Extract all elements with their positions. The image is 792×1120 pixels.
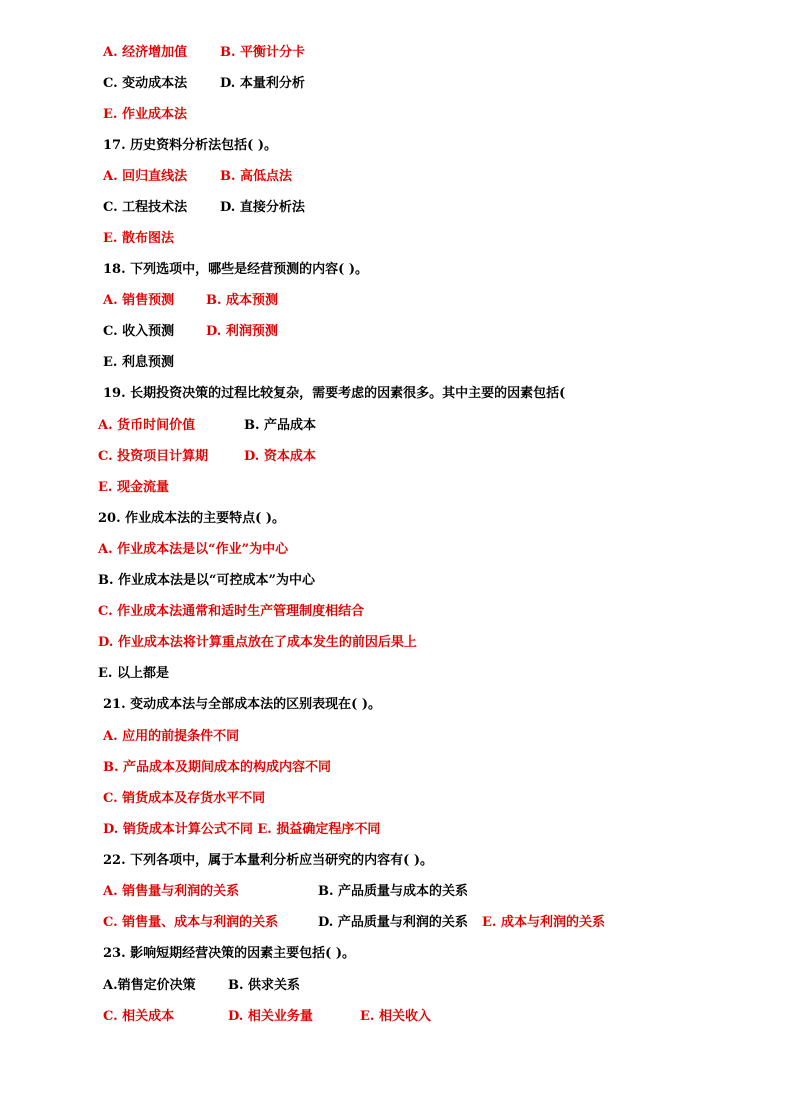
answer-option-text: B. 产品成本及期间成本的构成内容不同 [103,760,332,775]
text-line [0,416,792,436]
text-line [0,540,792,560]
answer-option-text: D. 作业成本法将计算重点放在了成本发生的前因后果上 [98,635,417,650]
answer-option-text: E. 相关收入 [360,1009,431,1024]
text-line [0,695,792,715]
text-line [0,664,792,684]
answer-option-text: B. 平衡计分卡 [220,45,306,60]
answer-option-text: E. 作业成本法 [103,107,187,122]
answer-option-text: D. 销货成本计算公式不同 E. 损益确定程序不同 [103,822,381,837]
question-text: 19. 长期投资决策的过程比较复杂，需要考虑的因素很多。其中主要的因素包括( [103,386,566,401]
text-line [0,851,792,871]
answer-option-text: A. 回归直线法 [103,169,188,184]
text-line [0,913,792,933]
answer-option-text: B. 高低点法 [220,169,293,184]
text-line [0,976,792,996]
answer-option-text: B. 成本预测 [206,293,279,308]
text-line [0,571,792,591]
text-line [0,509,792,529]
text-line [0,633,792,653]
answer-option-text: A. 货币时间价值 [98,418,196,433]
question-text: D. 产品质量与利润的关系 [318,915,468,930]
answer-option-text: E. 现金流量 [98,480,169,495]
text-line [0,758,792,778]
answer-option-text: C. 销货成本及存货水平不同 [103,791,266,806]
answer-option-text: D. 资本成本 [244,449,316,464]
text-line [0,198,792,218]
answer-option-text: D. 利润预测 [206,324,278,339]
answer-option-text: E. 散布图法 [103,231,174,246]
text-line [0,447,792,467]
answer-option-text: A. 销售量与利润的关系 [103,884,240,899]
answer-option-text: C. 销售量、成本与利润的关系 [103,915,279,930]
text-line [0,789,792,809]
text-line [0,105,792,125]
question-text: B. 供求关系 [228,978,301,993]
text-line [0,322,792,342]
answer-option-text: E. 成本与利润的关系 [482,915,605,930]
question-text: C. 收入预测 [103,324,175,339]
text-line [0,478,792,498]
question-text: E. 以上都是 [98,666,169,681]
question-text: B. 产品质量与成本的关系 [318,884,469,899]
text-line [0,882,792,902]
question-text: 20. 作业成本法的主要特点( )。 [98,511,285,526]
text-line [0,820,792,840]
answer-option-text: C. 作业成本法通常和适时生产管理制度相结合 [98,604,365,619]
answer-option-text: C. 投资项目计算期 [98,449,209,464]
text-line [0,291,792,311]
text-line [0,353,792,373]
question-text: A.销售定价决策 [103,978,196,993]
question-text: 17. 历史资料分析法包括( )。 [103,138,277,153]
question-text: 21. 变动成本法与全部成本法的区别表现在( )。 [103,697,381,712]
text-line [0,1007,792,1027]
answer-option-text: A. 经济增加值 [103,45,188,60]
answer-option-text: A. 作业成本法是以“作业”为中心 [98,542,289,557]
answer-option-text: D. 相关业务量 [228,1009,313,1024]
question-text: 22. 下列各项中，属于本量利分析应当研究的内容有( )。 [103,853,433,868]
text-line [0,43,792,63]
text-line [0,167,792,187]
question-text: D. 直接分析法 [220,200,305,215]
question-text: 23. 影响短期经营决策的因素主要包括( )。 [103,946,355,961]
question-text: E. 利息预测 [103,355,174,370]
question-text: 18. 下列选项中，哪些是经营预测的内容( )。 [103,262,368,277]
text-line [0,602,792,622]
answer-option-text: C. 相关成本 [103,1009,175,1024]
text-line [0,384,792,404]
text-line [0,944,792,964]
question-text: B. 产品成本 [244,418,317,433]
text-line [0,229,792,249]
answer-option-text: A. 应用的前提条件不同 [103,729,240,744]
text-line [0,136,792,156]
question-text: B. 作业成本法是以“可控成本”为中心 [98,573,315,588]
question-text: D. 本量利分析 [220,76,305,91]
question-text: C. 工程技术法 [103,200,188,215]
question-text: C. 变动成本法 [103,76,188,91]
text-line [0,727,792,747]
text-line [0,74,792,94]
text-line [0,260,792,280]
answer-option-text: A. 销售预测 [103,293,175,308]
